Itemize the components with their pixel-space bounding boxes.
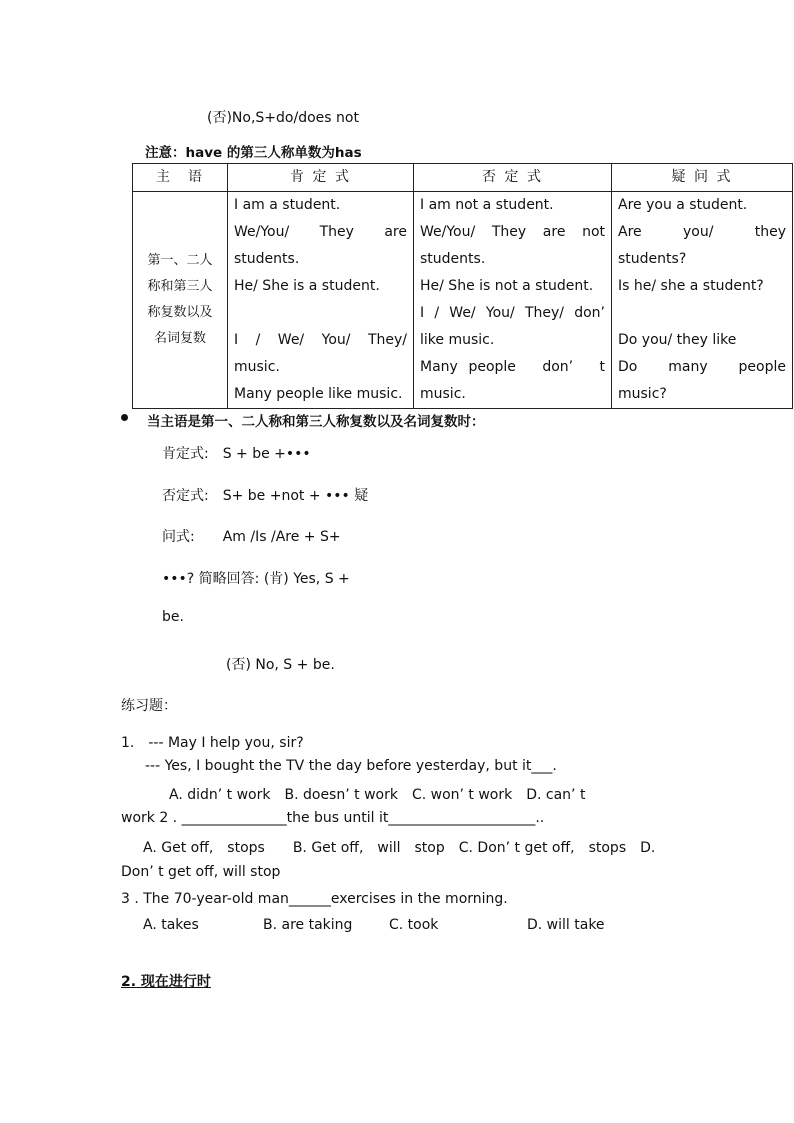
- cell-line: Do many people: [618, 359, 786, 375]
- question-1-options: A. didn’ t work B. doesn’ t work C. won’ t work D. can’ t: [169, 787, 586, 803]
- bullet-text: 当主语是第一、二人称和第三人称复数以及名词复数时：: [147, 414, 485, 430]
- grammar-table: [132, 163, 793, 409]
- top-line: (否)No,S+do/does not: [207, 110, 359, 126]
- question-1-line: --- Yes, I bought the TV the day before yesterday, but it___.: [145, 758, 557, 774]
- question-2-line: work 2 . _______________the bus until it_____________________..: [121, 810, 545, 826]
- subject-line: 名词复数: [153, 331, 206, 346]
- subject-line: 称复数以及: [147, 305, 213, 320]
- cell-line: I am not a student.: [420, 197, 554, 213]
- cell-line: Do you/ they like: [618, 332, 737, 348]
- rule-line: be.: [162, 609, 184, 625]
- rule-line: 问式: Am /Is /Are + S+: [162, 529, 341, 545]
- cell-line: music.: [234, 359, 280, 375]
- rule-line: 肯定式: S + be +•••: [162, 446, 311, 462]
- cell-line: like music.: [420, 332, 495, 348]
- cell-line: I / We/ You/ They/ don’: [420, 305, 605, 321]
- cell-line: music.: [420, 386, 466, 402]
- question-3-option-b: B. are taking: [263, 917, 353, 933]
- section-heading: 2. 现在进行时: [121, 974, 211, 990]
- question-1-line: 1. --- May I help you, sir?: [121, 735, 304, 751]
- cell-line: Is he/ she a student?: [618, 278, 764, 294]
- table-row: [133, 192, 793, 409]
- cell-line: Many people like music.: [234, 386, 403, 402]
- table-header-row: [133, 164, 793, 192]
- affirmative-cell: [228, 192, 414, 409]
- cell-line: We/You/ They are: [234, 224, 407, 240]
- cell-line: Are you/ they: [618, 224, 786, 240]
- question-3-option-a: A. takes: [143, 917, 199, 933]
- negative-cell: [414, 192, 612, 409]
- cell-line: I / We/ You/ They/: [234, 332, 407, 348]
- bullet-icon: [121, 414, 128, 421]
- note-line: 注意：have 的第三人称单数为has: [145, 145, 362, 161]
- subject-line: 第一、二人: [147, 253, 213, 268]
- subject-cell: [133, 192, 228, 409]
- exercise-title: 练习题：: [121, 698, 177, 714]
- rule-line: •••? 简略回答: (肯) Yes, S +: [162, 571, 350, 587]
- cell-line: [618, 300, 786, 327]
- cell-line: He/ She is a student.: [234, 278, 380, 294]
- cell-line: students.: [234, 251, 300, 267]
- rule-line: 否定式: S+ be +not + ••• 疑: [162, 488, 369, 504]
- subject-line: 称和第三人: [147, 279, 213, 294]
- cell-line: He/ She is not a student.: [420, 278, 594, 294]
- interrogative-cell: [612, 192, 793, 409]
- question-3-option-d: D. will take: [527, 917, 605, 933]
- cell-line: students?: [618, 251, 687, 267]
- header-affirmative: 肯 定 式: [228, 164, 414, 192]
- question-3-line: 3 . The 70-year-old man______exercises in the morning.: [121, 891, 508, 907]
- cell-line: We/You/ They are not: [420, 224, 605, 240]
- cell-line: music?: [618, 386, 667, 402]
- cell-line: Many people don’ t: [420, 359, 605, 375]
- cell-line: Are you a student.: [618, 197, 748, 213]
- question-2-wrap: Don’ t get off, will stop: [121, 864, 281, 880]
- cell-line: I am a student.: [234, 197, 341, 213]
- cell-line: [234, 300, 407, 327]
- header-negative: 否 定 式: [414, 164, 612, 192]
- header-interrogative: 疑 问 式: [612, 164, 793, 192]
- header-subject: 主 语: [133, 164, 228, 192]
- question-2-options: A. Get off, stops B. Get off, will stop C. Don’ t get off, stops D.: [143, 840, 656, 856]
- question-3-option-c: C. took: [389, 917, 439, 933]
- rule-line: (否) No, S + be.: [226, 657, 335, 673]
- cell-line: students.: [420, 251, 486, 267]
